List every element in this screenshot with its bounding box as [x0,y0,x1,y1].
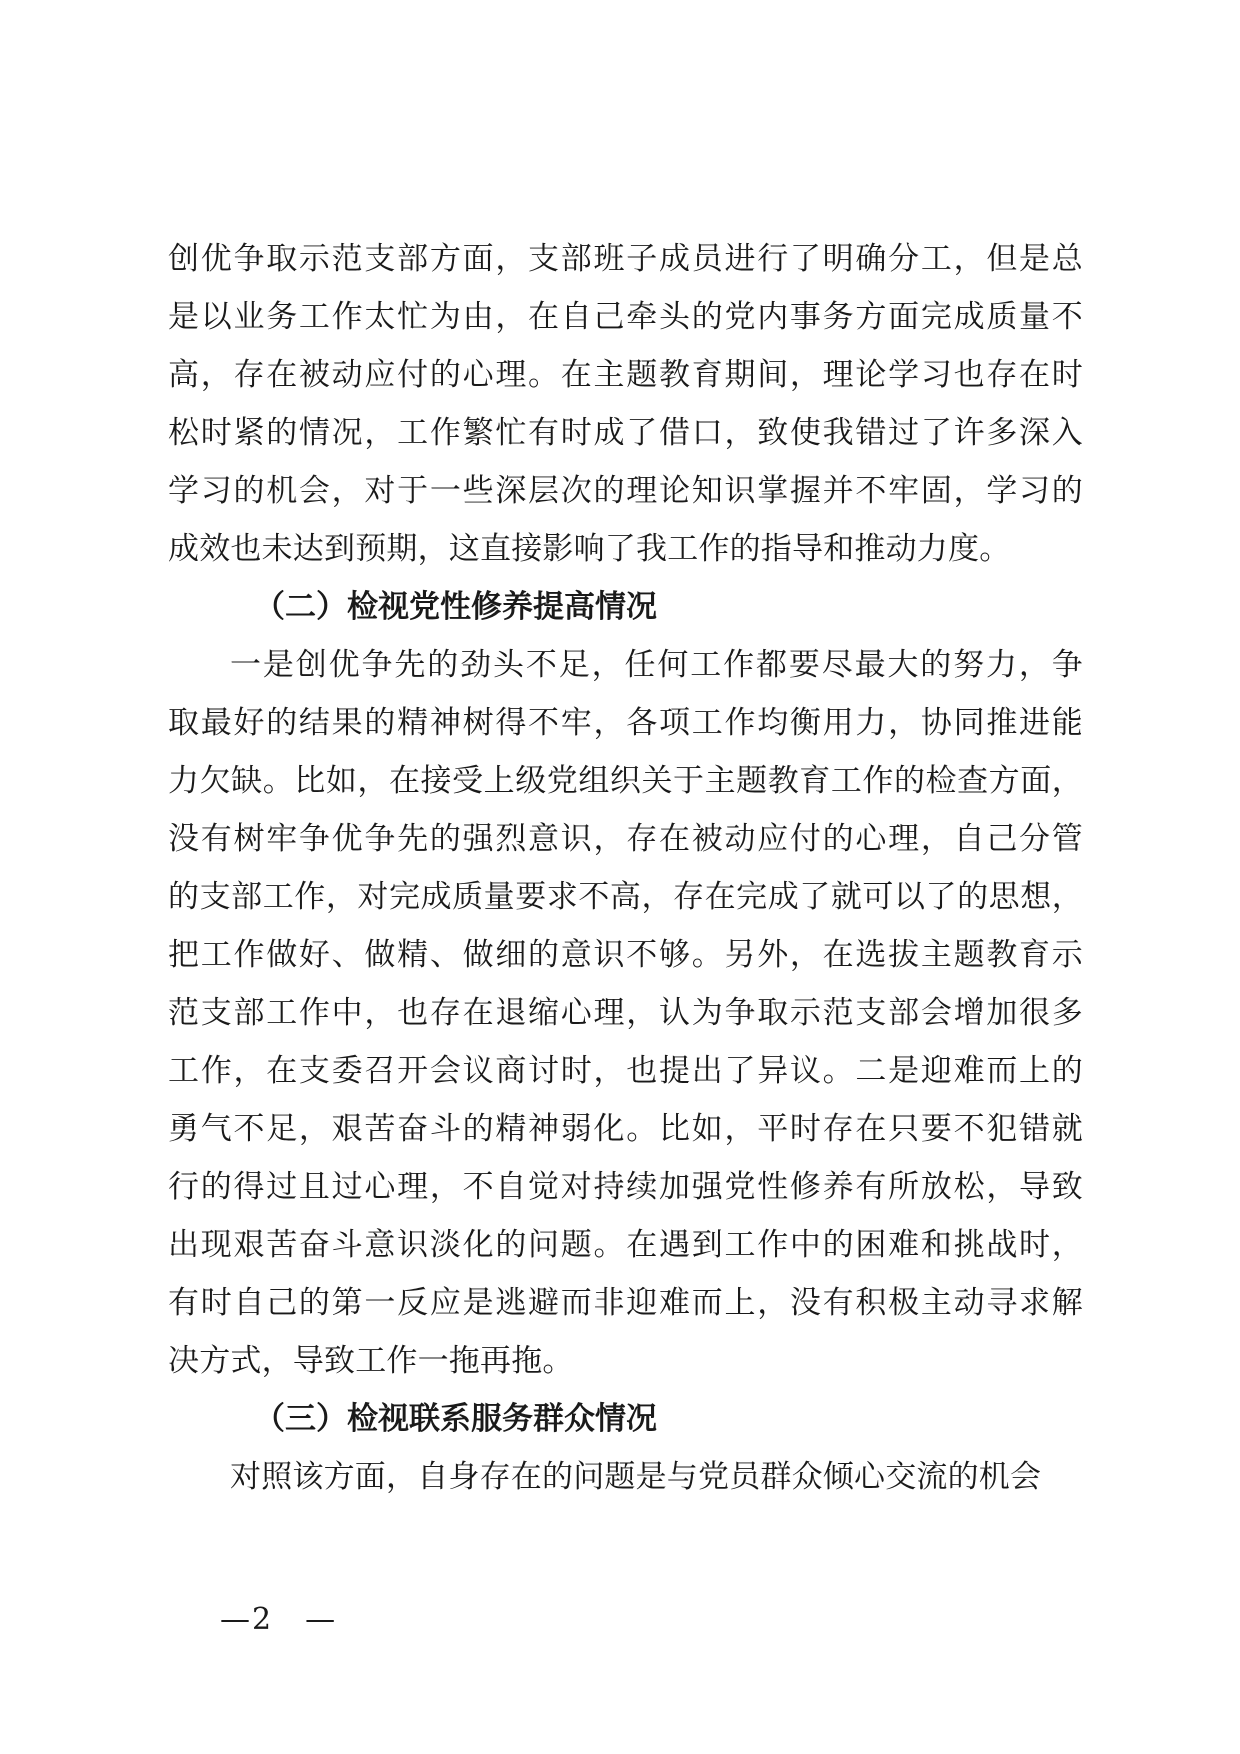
section-heading: （二）检视党性修养提高情况 [254,589,657,625]
paragraph-line: 是以业务工作太忙为由，在自己牵头的党内事务方面完成质量不 [168,299,1083,335]
paragraph-line: 把工作做好、做精、做细的意识不够。另外，在选拔主题教育示 [168,937,1083,973]
page-number: —2 — [220,1602,338,1637]
paragraph-line: 取最好的结果的精神树得不牢，各项工作均衡用力，协同推进能 [168,705,1083,741]
paragraph-line: 成效也未达到预期，这直接影响了我工作的指导和推动力度。 [168,531,1011,567]
paragraph-line: 行的得过且过心理，不自觉对持续加强党性修养有所放松，导致 [168,1169,1083,1205]
paragraph-line: 学习的机会，对于一些深层次的理论知识掌握并不牢固，学习的 [168,473,1083,509]
paragraph-line: 的支部工作，对完成质量要求不高，存在完成了就可以了的思想， [168,879,1083,915]
paragraph-line: 创优争取示范支部方面，支部班子成员进行了明确分工，但是总 [168,241,1083,277]
paragraph-line: 松时紧的情况，工作繁忙有时成了借口，致使我错过了许多深入 [168,415,1083,451]
paragraph-line: 有时自己的第一反应是逃避而非迎难而上，没有积极主动寻求解 [168,1285,1083,1321]
section-heading: （三）检视联系服务群众情况 [254,1401,657,1437]
document-body [168,230,1083,1506]
paragraph-line: 对照该方面，自身存在的问题是与党员群众倾心交流的机会 [230,1459,1042,1495]
paragraph-line: 出现艰苦奋斗意识淡化的问题。在遇到工作中的困难和挑战时， [168,1227,1083,1263]
paragraph-line: 决方式，导致工作一拖再拖。 [168,1343,574,1379]
paragraph-line: 没有树牢争优争先的强烈意识，存在被动应付的心理，自己分管 [168,821,1083,857]
paragraph-line: 工作，在支委召开会议商讨时，也提出了异议。二是迎难而上的 [168,1053,1083,1089]
paragraph-line: 力欠缺。比如，在接受上级党组织关于主题教育工作的检查方面， [168,763,1083,799]
paragraph-line: 范支部工作中，也存在退缩心理，认为争取示范支部会增加很多 [168,995,1083,1031]
paragraph-line: 一是创优争先的劲头不足，任何工作都要尽最大的努力，争 [230,647,1083,683]
paragraph-line: 勇气不足，艰苦奋斗的精神弱化。比如，平时存在只要不犯错就 [168,1111,1083,1147]
paragraph-line: 高，存在被动应付的心理。在主题教育期间，理论学习也存在时 [168,357,1083,393]
